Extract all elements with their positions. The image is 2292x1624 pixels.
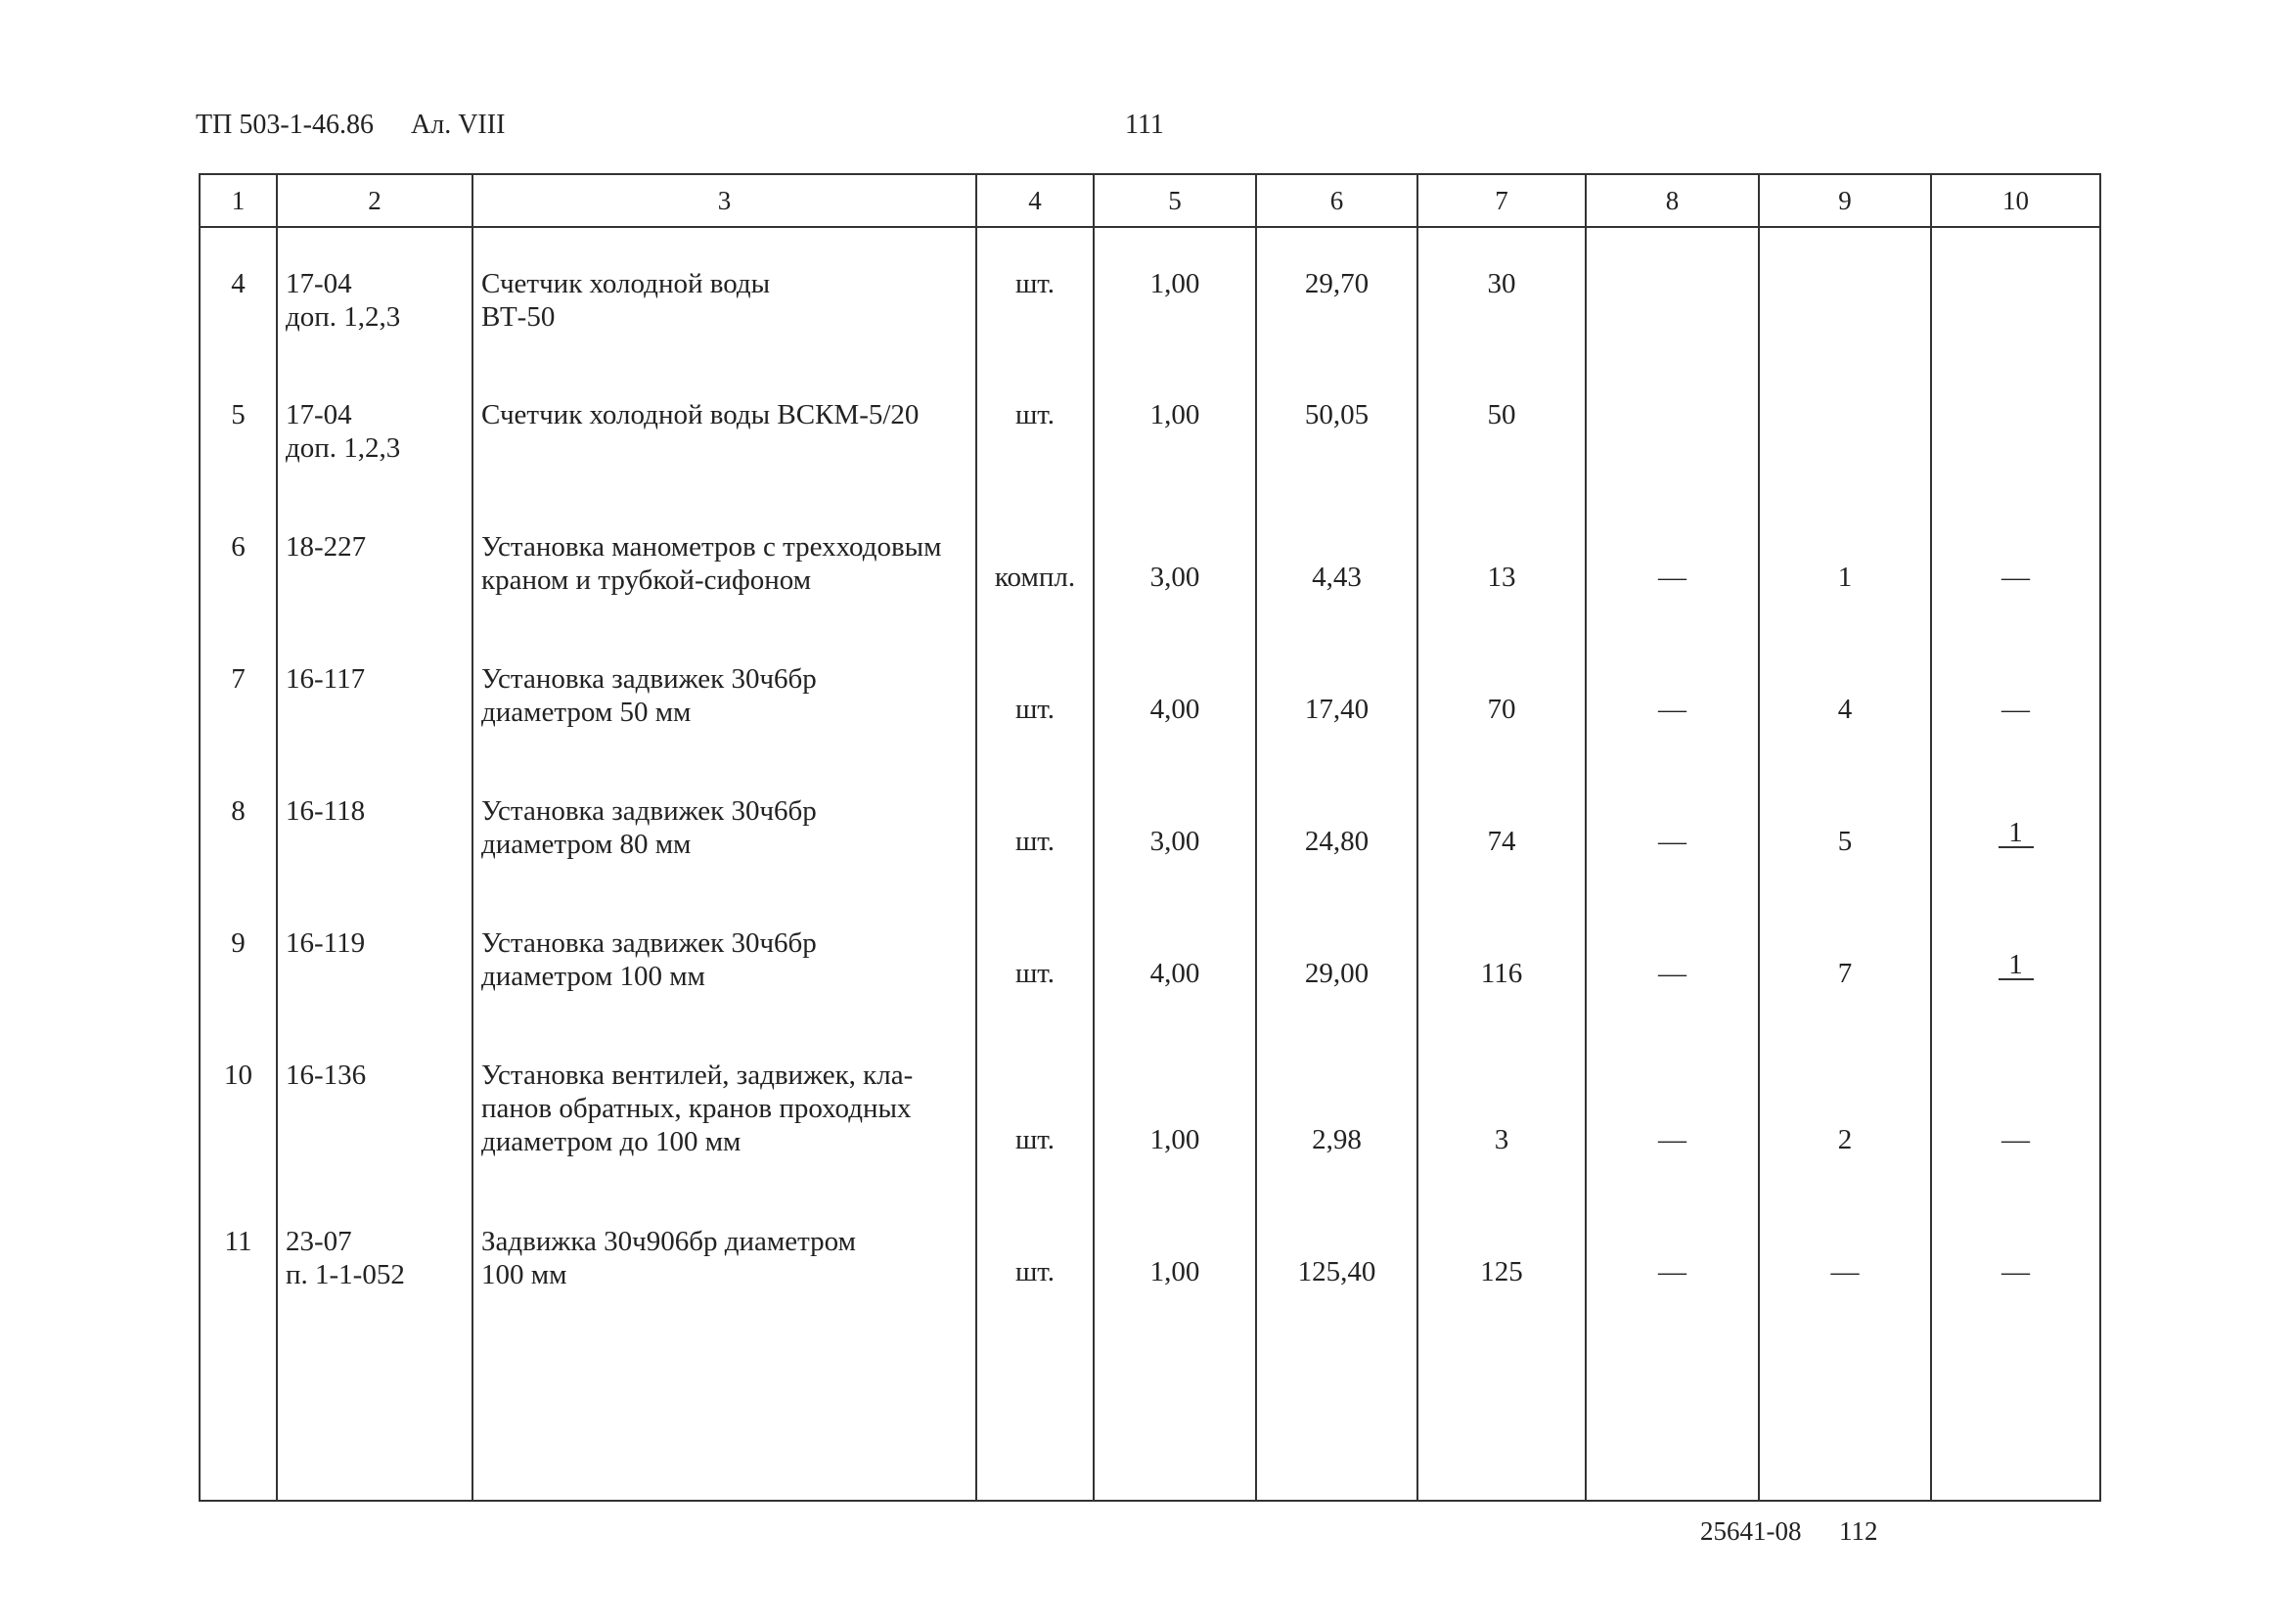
- text-line: Установка задвижек 30ч6бр: [481, 795, 817, 827]
- empty-cell: [472, 1318, 976, 1501]
- column-8-cell: —: [1586, 1186, 1759, 1318]
- text-line: диаметром до 100 мм: [481, 1126, 742, 1157]
- text-line: доп. 1,2,3: [286, 432, 401, 464]
- text-line: Установка задвижек 30ч6бр: [481, 663, 817, 695]
- item-name: [472, 755, 976, 887]
- table-row: [200, 491, 2100, 623]
- column-9-cell: 7: [1759, 887, 1931, 1019]
- unit-price-cell: 125,40: [1256, 1186, 1417, 1318]
- text-line: диаметром 80 мм: [481, 829, 692, 860]
- text-line: 18-227: [286, 531, 367, 563]
- item-name: [472, 491, 976, 623]
- column-10-cell: —: [1931, 491, 2100, 623]
- item-name: [472, 1186, 976, 1318]
- unit-cell: шт.: [976, 1019, 1094, 1186]
- empty-cell: [1256, 1318, 1417, 1501]
- column-8-cell: [1586, 227, 1759, 359]
- text-line: 16-119: [286, 927, 366, 959]
- column-header: 10: [1931, 174, 2100, 227]
- column-header: 6: [1256, 174, 1417, 227]
- unit-price-cell: 29,00: [1256, 887, 1417, 1019]
- total-cell: 116: [1417, 887, 1586, 1019]
- total-cell: 13: [1417, 491, 1586, 623]
- total-cell: 74: [1417, 755, 1586, 887]
- column-header: 8: [1586, 174, 1759, 227]
- table-row: [200, 1186, 2100, 1318]
- empty-cell: [1586, 1318, 1759, 1501]
- unit-price-cell: 4,43: [1256, 491, 1417, 623]
- text-line: ВТ-50: [481, 301, 556, 333]
- unit-price-cell: 17,40: [1256, 623, 1417, 755]
- unit-cell: шт.: [976, 755, 1094, 887]
- column-header: 1: [200, 174, 277, 227]
- fraction-value: [1999, 951, 2034, 990]
- rate-code: [277, 227, 472, 359]
- row-number: 7: [200, 623, 277, 755]
- column-9-cell: [1759, 227, 1931, 359]
- text-line: 16-117: [286, 663, 366, 695]
- empty-row: [200, 1318, 2100, 1501]
- rate-code: [277, 491, 472, 623]
- quantity-cell: 1,00: [1094, 227, 1256, 359]
- unit-price-cell: 50,05: [1256, 359, 1417, 491]
- item-name: [472, 887, 976, 1019]
- text-line: Установка вентилей, задвижек, кла-: [481, 1060, 914, 1091]
- column-header: 3: [472, 174, 976, 227]
- column-header: 7: [1417, 174, 1586, 227]
- fraction-numerator: 1: [2008, 817, 2023, 848]
- item-name: [472, 623, 976, 755]
- text-line: 16-118: [286, 795, 366, 827]
- text-line: 16-136: [286, 1060, 367, 1091]
- quantity-cell: 3,00: [1094, 755, 1256, 887]
- quantity-cell: 1,00: [1094, 1186, 1256, 1318]
- column-9-cell: 1: [1759, 491, 1931, 623]
- text-line: 23-07: [286, 1226, 352, 1257]
- column-8-cell: —: [1586, 1019, 1759, 1186]
- empty-cell: [1759, 1318, 1931, 1501]
- column-header: 9: [1759, 174, 1931, 227]
- text-line: Счетчик холодной воды ВСКМ-5/20: [481, 399, 920, 430]
- column-9-cell: 5: [1759, 755, 1931, 887]
- total-cell: 3: [1417, 1019, 1586, 1186]
- column-9-cell: 4: [1759, 623, 1931, 755]
- row-number: 9: [200, 887, 277, 1019]
- unit-price-cell: 24,80: [1256, 755, 1417, 887]
- unit-cell: компл.: [976, 491, 1094, 623]
- rate-code: [277, 1019, 472, 1186]
- unit-price-cell: 29,70: [1256, 227, 1417, 359]
- quantity-cell: 4,00: [1094, 623, 1256, 755]
- empty-cell: [976, 1318, 1094, 1501]
- total-cell: 125: [1417, 1186, 1586, 1318]
- quantity-cell: 1,00: [1094, 1019, 1256, 1186]
- text-line: Установка задвижек 30ч6бр: [481, 927, 817, 959]
- text-line: краном и трубкой-сифоном: [481, 564, 812, 596]
- text-line: 17-04: [286, 399, 352, 430]
- text-line: диаметром 100 мм: [481, 961, 705, 992]
- column-header: 4: [976, 174, 1094, 227]
- column-8-cell: —: [1586, 491, 1759, 623]
- specification-table: [199, 173, 2101, 1502]
- column-9-cell: —: [1759, 1186, 1931, 1318]
- text-line: доп. 1,2,3: [286, 301, 401, 333]
- total-cell: 30: [1417, 227, 1586, 359]
- document-code: ТП 503-1-46.86: [196, 110, 374, 140]
- quantity-cell: 4,00: [1094, 887, 1256, 1019]
- page-number: 111: [1125, 110, 1164, 140]
- text-line: 17-04: [286, 268, 352, 299]
- empty-cell: [200, 1318, 277, 1501]
- table-row: [200, 227, 2100, 359]
- table-row: [200, 887, 2100, 1019]
- empty-cell: [1094, 1318, 1256, 1501]
- item-name: [472, 227, 976, 359]
- rate-code: [277, 1186, 472, 1318]
- unit-cell: шт.: [976, 359, 1094, 491]
- table-row: [200, 359, 2100, 491]
- text-line: Счетчик холодной воды: [481, 268, 771, 299]
- column-10-cell: —: [1931, 1019, 2100, 1186]
- unit-cell: шт.: [976, 623, 1094, 755]
- row-number: 8: [200, 755, 277, 887]
- column-10-cell: —: [1931, 623, 2100, 755]
- column-8-cell: —: [1586, 755, 1759, 887]
- column-header: 5: [1094, 174, 1256, 227]
- column-10-cell: —: [1931, 1186, 2100, 1318]
- fraction-numerator: 1: [2008, 949, 2023, 980]
- item-name: [472, 359, 976, 491]
- unit-cell: шт.: [976, 1186, 1094, 1318]
- column-8-cell: —: [1586, 887, 1759, 1019]
- item-name: [472, 1019, 976, 1186]
- unit-cell: шт.: [976, 227, 1094, 359]
- table-row: [200, 623, 2100, 755]
- row-number: 4: [200, 227, 277, 359]
- text-line: диаметром 50 мм: [481, 697, 692, 728]
- text-line: 100 мм: [481, 1259, 567, 1290]
- album-number: Ал. VIII: [411, 110, 506, 140]
- column-number-row: [200, 174, 2100, 227]
- empty-cell: [1417, 1318, 1586, 1501]
- column-9-cell: 2: [1759, 1019, 1931, 1186]
- footer-document-code: 25641-08: [1700, 1516, 1802, 1546]
- fraction-value: [1999, 819, 2034, 858]
- footer-page-number: 112: [1839, 1516, 1878, 1546]
- column-8-cell: —: [1586, 623, 1759, 755]
- row-number: 10: [200, 1019, 277, 1186]
- total-cell: 50: [1417, 359, 1586, 491]
- rate-code: [277, 623, 472, 755]
- row-number: 11: [200, 1186, 277, 1318]
- empty-cell: [277, 1318, 472, 1501]
- column-9-cell: [1759, 359, 1931, 491]
- text-line: Задвижка 30ч906бр диаметром: [481, 1226, 856, 1257]
- column-10-cell: [1931, 755, 2100, 887]
- total-cell: 70: [1417, 623, 1586, 755]
- unit-price-cell: 2,98: [1256, 1019, 1417, 1186]
- row-number: 5: [200, 359, 277, 491]
- text-line: Установка манометров с трехходовым: [481, 531, 942, 563]
- text-line: п. 1-1-052: [286, 1259, 405, 1290]
- rate-code: [277, 755, 472, 887]
- text-line: панов обратных, кранов проходных: [481, 1093, 912, 1124]
- rate-code: [277, 359, 472, 491]
- column-10-cell: [1931, 359, 2100, 491]
- table-row: [200, 1019, 2100, 1186]
- rate-code: [277, 887, 472, 1019]
- row-number: 6: [200, 491, 277, 623]
- table-row: [200, 755, 2100, 887]
- column-10-cell: [1931, 887, 2100, 1019]
- column-8-cell: [1586, 359, 1759, 491]
- column-10-cell: [1931, 227, 2100, 359]
- quantity-cell: 3,00: [1094, 491, 1256, 623]
- column-header: 2: [277, 174, 472, 227]
- quantity-cell: 1,00: [1094, 359, 1256, 491]
- unit-cell: шт.: [976, 887, 1094, 1019]
- empty-cell: [1931, 1318, 2100, 1501]
